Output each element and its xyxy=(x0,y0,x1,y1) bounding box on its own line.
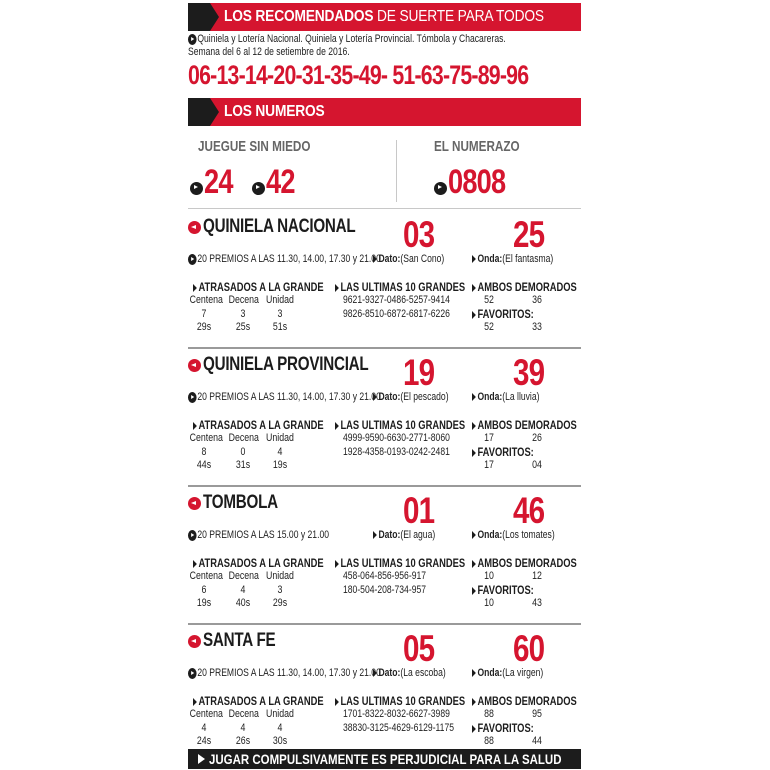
premios-text: 20 PREMIOS A LAS 11.30, 14.00, 17.30 y 21.00 xyxy=(197,253,381,265)
centena-sorteos: 19s xyxy=(196,597,212,609)
play-icon xyxy=(188,34,197,45)
ultimas-label xyxy=(335,556,465,570)
unidad-sorteos: 51s xyxy=(272,321,288,333)
centena-label: Centena xyxy=(189,570,223,582)
play-icon xyxy=(188,221,201,234)
juegue-number-1: 24 xyxy=(204,163,233,201)
numerazo xyxy=(434,163,520,202)
play-icon xyxy=(188,635,201,648)
recomendados-week: Semana del 6 al 12 de setiembre de 2016. xyxy=(188,46,350,58)
ultimas-row: 1928-4358-0193-0242-2481 xyxy=(343,446,450,458)
dato-number: 05 xyxy=(403,628,435,669)
ambos-label xyxy=(472,280,577,294)
ambos-value-1: 17 xyxy=(484,432,494,444)
ambos-value-1: 52 xyxy=(484,294,494,306)
dato-label: Dato: xyxy=(378,391,401,403)
ambos-label xyxy=(472,694,577,708)
recomendados-header xyxy=(188,3,581,31)
centena-sorteos: 24s xyxy=(196,735,212,747)
recomendados-subtitle-text: Quiniela y Lotería Nacional. Quiniela y Lotería Provincial. Tómbola y Chacareras. xyxy=(197,33,506,45)
play-icon xyxy=(188,530,197,541)
favoritos-label xyxy=(472,445,534,459)
ultimas-row: 1701-8322-8032-6627-3989 xyxy=(343,708,450,720)
ambos-text: AMBOS DEMORADOS xyxy=(477,418,577,432)
favoritos-value-1: 88 xyxy=(484,735,494,747)
arrow-icon xyxy=(335,422,339,430)
dato-label: Dato: xyxy=(378,529,401,541)
ambos-label xyxy=(472,418,577,432)
centena-value: 7 xyxy=(201,308,207,320)
decena-label: Decena xyxy=(228,570,259,582)
premios xyxy=(188,253,381,265)
decena-value: 4 xyxy=(240,584,246,596)
ambos-value-1: 88 xyxy=(484,708,494,720)
ultimas-row: 4999-9590-6630-2771-8060 xyxy=(343,432,450,444)
ultimas-label xyxy=(335,694,465,708)
ultimas-text: LAS ULTIMAS 10 GRANDES xyxy=(340,280,466,294)
onda-label: Onda: xyxy=(477,529,503,541)
decena-label: Decena xyxy=(228,708,259,720)
unidad-sorteos: 19s xyxy=(272,459,288,471)
dato-text: (El pescado) xyxy=(400,391,449,403)
recomendados-numbers: 06-13-14-20-31-35-49- 51-63-75-89-96 xyxy=(188,60,529,90)
arrow-icon xyxy=(335,698,339,706)
arrow-icon xyxy=(335,560,339,568)
section-name: TOMBOLA xyxy=(203,492,278,513)
arrow-icon xyxy=(472,255,476,263)
ultimas-text: LAS ULTIMAS 10 GRANDES xyxy=(340,556,466,570)
section-divider xyxy=(188,347,581,349)
section-title xyxy=(188,354,410,376)
numerazo-label: EL NUMERAZO xyxy=(434,138,520,155)
onda xyxy=(472,667,543,679)
section-name: QUINIELA NACIONAL xyxy=(203,216,356,237)
centena-sorteos: 44s xyxy=(196,459,212,471)
dato-number: 03 xyxy=(403,214,435,255)
atrasados-text: ATRASADOS A LA GRANDE xyxy=(198,694,324,708)
dato-number: 19 xyxy=(403,352,435,393)
favoritos-value-1: 52 xyxy=(484,321,494,333)
recomendados-title xyxy=(224,8,544,26)
play-icon xyxy=(188,497,201,510)
play-icon xyxy=(190,182,203,195)
favoritos-text: FAVORITOS: xyxy=(477,307,534,321)
unidad-label: Unidad xyxy=(266,570,294,582)
dato xyxy=(373,667,446,679)
favoritos-value-1: 10 xyxy=(484,597,494,609)
play-icon xyxy=(188,359,201,372)
onda xyxy=(472,529,555,541)
arrow-icon xyxy=(472,311,476,319)
onda-label: Onda: xyxy=(477,391,503,403)
juegue-number-2: 42 xyxy=(266,163,295,201)
premios-text: 20 PREMIOS A LAS 11.30, 14.00, 17.30 y 21.00 xyxy=(197,667,381,679)
arrow-icon xyxy=(193,560,197,568)
centena-value: 4 xyxy=(201,722,207,734)
favoritos-text: FAVORITOS: xyxy=(477,721,534,735)
arrow-icon xyxy=(472,449,476,457)
favoritos-label xyxy=(472,307,534,321)
arrow-icon xyxy=(472,560,476,568)
onda-label: Onda: xyxy=(477,253,503,265)
favoritos-label xyxy=(472,583,534,597)
ultimas-row: 180-504-208-734-957 xyxy=(343,584,427,596)
centena-label: Centena xyxy=(189,294,223,306)
dato-text: (El agua) xyxy=(400,529,436,541)
favoritos-value-2: 43 xyxy=(532,597,542,609)
unidad-sorteos: 30s xyxy=(272,735,288,747)
atrasados-text: ATRASADOS A LA GRANDE xyxy=(198,280,324,294)
centena-label: Centena xyxy=(189,432,223,444)
ultimas-row: 9826-8510-6872-6817-6226 xyxy=(343,308,450,320)
atrasados-label xyxy=(193,556,324,570)
numerazo-number: 0808 xyxy=(448,163,506,201)
arrow-icon xyxy=(373,393,377,401)
unidad-label: Unidad xyxy=(266,294,294,306)
dato-text: (La escoba) xyxy=(400,667,446,679)
premios-text: 20 PREMIOS A LAS 15.00 y 21.00 xyxy=(197,529,330,541)
dato-label: Dato: xyxy=(378,253,401,265)
atrasados-label xyxy=(193,418,324,432)
ultimas-row: 458-064-856-956-917 xyxy=(343,570,427,582)
arrow-icon xyxy=(472,725,476,733)
play-icon xyxy=(188,392,197,403)
section-title xyxy=(188,216,394,238)
play-icon xyxy=(252,182,265,195)
centena-sorteos: 29s xyxy=(196,321,212,333)
arrow-icon xyxy=(335,284,339,292)
recomendados-title-rest: DE SUERTE PARA TODOS xyxy=(377,8,544,25)
onda xyxy=(472,391,539,403)
atrasados-text: ATRASADOS A LA GRANDE xyxy=(198,556,324,570)
arrow-icon xyxy=(472,393,476,401)
decena-sorteos: 31s xyxy=(235,459,251,471)
atrasados-label xyxy=(193,280,324,294)
unidad-label: Unidad xyxy=(266,708,294,720)
ambos-text: AMBOS DEMORADOS xyxy=(477,556,577,570)
unidad-label: Unidad xyxy=(266,432,294,444)
recomendados-subtitle xyxy=(188,33,506,45)
dato-text: (San Cono) xyxy=(400,253,445,265)
divider xyxy=(188,208,581,209)
numeros-title: LOS NUMEROS xyxy=(224,103,325,120)
favoritos-value-1: 17 xyxy=(484,459,494,471)
onda-number: 46 xyxy=(513,490,545,531)
ambos-value-1: 10 xyxy=(484,570,494,582)
favoritos-value-2: 33 xyxy=(532,321,542,333)
recomendados-title-bold: LOS RECOMENDADOS xyxy=(224,8,374,25)
centena-value: 6 xyxy=(201,584,207,596)
favoritos-text: FAVORITOS: xyxy=(477,583,534,597)
decena-value: 3 xyxy=(240,308,246,320)
dato xyxy=(373,253,444,265)
ambos-value-2: 12 xyxy=(532,570,542,582)
lottery-infographic xyxy=(188,0,581,770)
centena-value: 8 xyxy=(201,446,207,458)
onda-number: 39 xyxy=(513,352,545,393)
dato-number: 01 xyxy=(403,490,435,531)
section-divider xyxy=(188,485,581,487)
play-icon xyxy=(188,668,197,679)
arrow-icon xyxy=(373,669,377,677)
atrasados-label xyxy=(193,694,324,708)
atrasados-text: ATRASADOS A LA GRANDE xyxy=(198,418,324,432)
section-title xyxy=(188,492,297,514)
arrow-icon xyxy=(193,698,197,706)
footer-warning xyxy=(188,749,581,769)
onda-text: (El fantasma) xyxy=(502,253,554,265)
favoritos-value-2: 44 xyxy=(532,735,542,747)
decena-value: 0 xyxy=(240,446,246,458)
ultimas-label xyxy=(335,280,465,294)
arrow-icon xyxy=(193,284,197,292)
numeros-header xyxy=(188,98,581,126)
section-name: SANTA FE xyxy=(203,630,276,651)
decena-label: Decena xyxy=(228,432,259,444)
juegue-numbers xyxy=(190,163,302,202)
play-icon xyxy=(434,182,447,195)
onda-text: (Los tomates) xyxy=(502,529,555,541)
arrow-icon xyxy=(472,698,476,706)
ultimas-label xyxy=(335,418,465,432)
ultimas-row: 38830-3125-4629-6129-1175 xyxy=(343,722,455,734)
unidad-value: 4 xyxy=(277,446,283,458)
premios xyxy=(188,391,381,403)
onda-text: (La lluvia) xyxy=(502,391,540,403)
ambos-value-2: 95 xyxy=(532,708,542,720)
onda-label: Onda: xyxy=(477,667,503,679)
arrow-icon xyxy=(472,669,476,677)
premios-text: 20 PREMIOS A LAS 11.30, 14.00, 17.30 y 21.00 xyxy=(197,391,381,403)
unidad-sorteos: 29s xyxy=(272,597,288,609)
header-notch xyxy=(188,3,210,31)
ultimas-text: LAS ULTIMAS 10 GRANDES xyxy=(340,418,466,432)
decena-sorteos: 26s xyxy=(235,735,251,747)
arrow-icon xyxy=(472,587,476,595)
decena-label: Decena xyxy=(228,294,259,306)
unidad-value: 4 xyxy=(277,722,283,734)
unidad-value: 3 xyxy=(277,584,283,596)
section-divider xyxy=(188,623,581,625)
section-title xyxy=(188,630,294,652)
onda xyxy=(472,253,553,265)
unidad-value: 3 xyxy=(277,308,283,320)
ultimas-row: 9621-9327-0486-5257-9414 xyxy=(343,294,450,306)
dato xyxy=(373,529,435,541)
decena-value: 4 xyxy=(240,722,246,734)
decena-sorteos: 40s xyxy=(235,597,251,609)
premios xyxy=(188,667,381,679)
arrow-icon xyxy=(472,284,476,292)
ultimas-text: LAS ULTIMAS 10 GRANDES xyxy=(340,694,466,708)
arrow-icon xyxy=(373,255,377,263)
onda-text: (La virgen) xyxy=(502,667,544,679)
play-icon xyxy=(198,754,205,764)
divider xyxy=(396,140,397,202)
ambos-value-2: 36 xyxy=(532,294,542,306)
dato-label: Dato: xyxy=(378,667,401,679)
favoritos-value-2: 04 xyxy=(532,459,542,471)
decena-sorteos: 25s xyxy=(235,321,251,333)
arrow-icon xyxy=(193,422,197,430)
arrow-icon xyxy=(373,531,377,539)
onda-number: 25 xyxy=(513,214,545,255)
header-notch xyxy=(188,98,210,126)
centena-label: Centena xyxy=(189,708,223,720)
ambos-text: AMBOS DEMORADOS xyxy=(477,694,577,708)
ambos-text: AMBOS DEMORADOS xyxy=(477,280,577,294)
play-icon xyxy=(188,254,197,265)
ambos-value-2: 26 xyxy=(532,432,542,444)
footer-text: JUGAR COMPULSIVAMENTE ES PERJUDICIAL PARA LA SALUD xyxy=(209,751,562,767)
premios xyxy=(188,529,329,541)
dato xyxy=(373,391,449,403)
onda-number: 60 xyxy=(513,628,545,669)
favoritos-label xyxy=(472,721,534,735)
section-name: QUINIELA PROVINCIAL xyxy=(203,354,369,375)
favoritos-text: FAVORITOS: xyxy=(477,445,534,459)
arrow-icon xyxy=(472,422,476,430)
ambos-label xyxy=(472,556,577,570)
juegue-label: JUEGUE SIN MIEDO xyxy=(198,138,311,155)
arrow-icon xyxy=(472,531,476,539)
